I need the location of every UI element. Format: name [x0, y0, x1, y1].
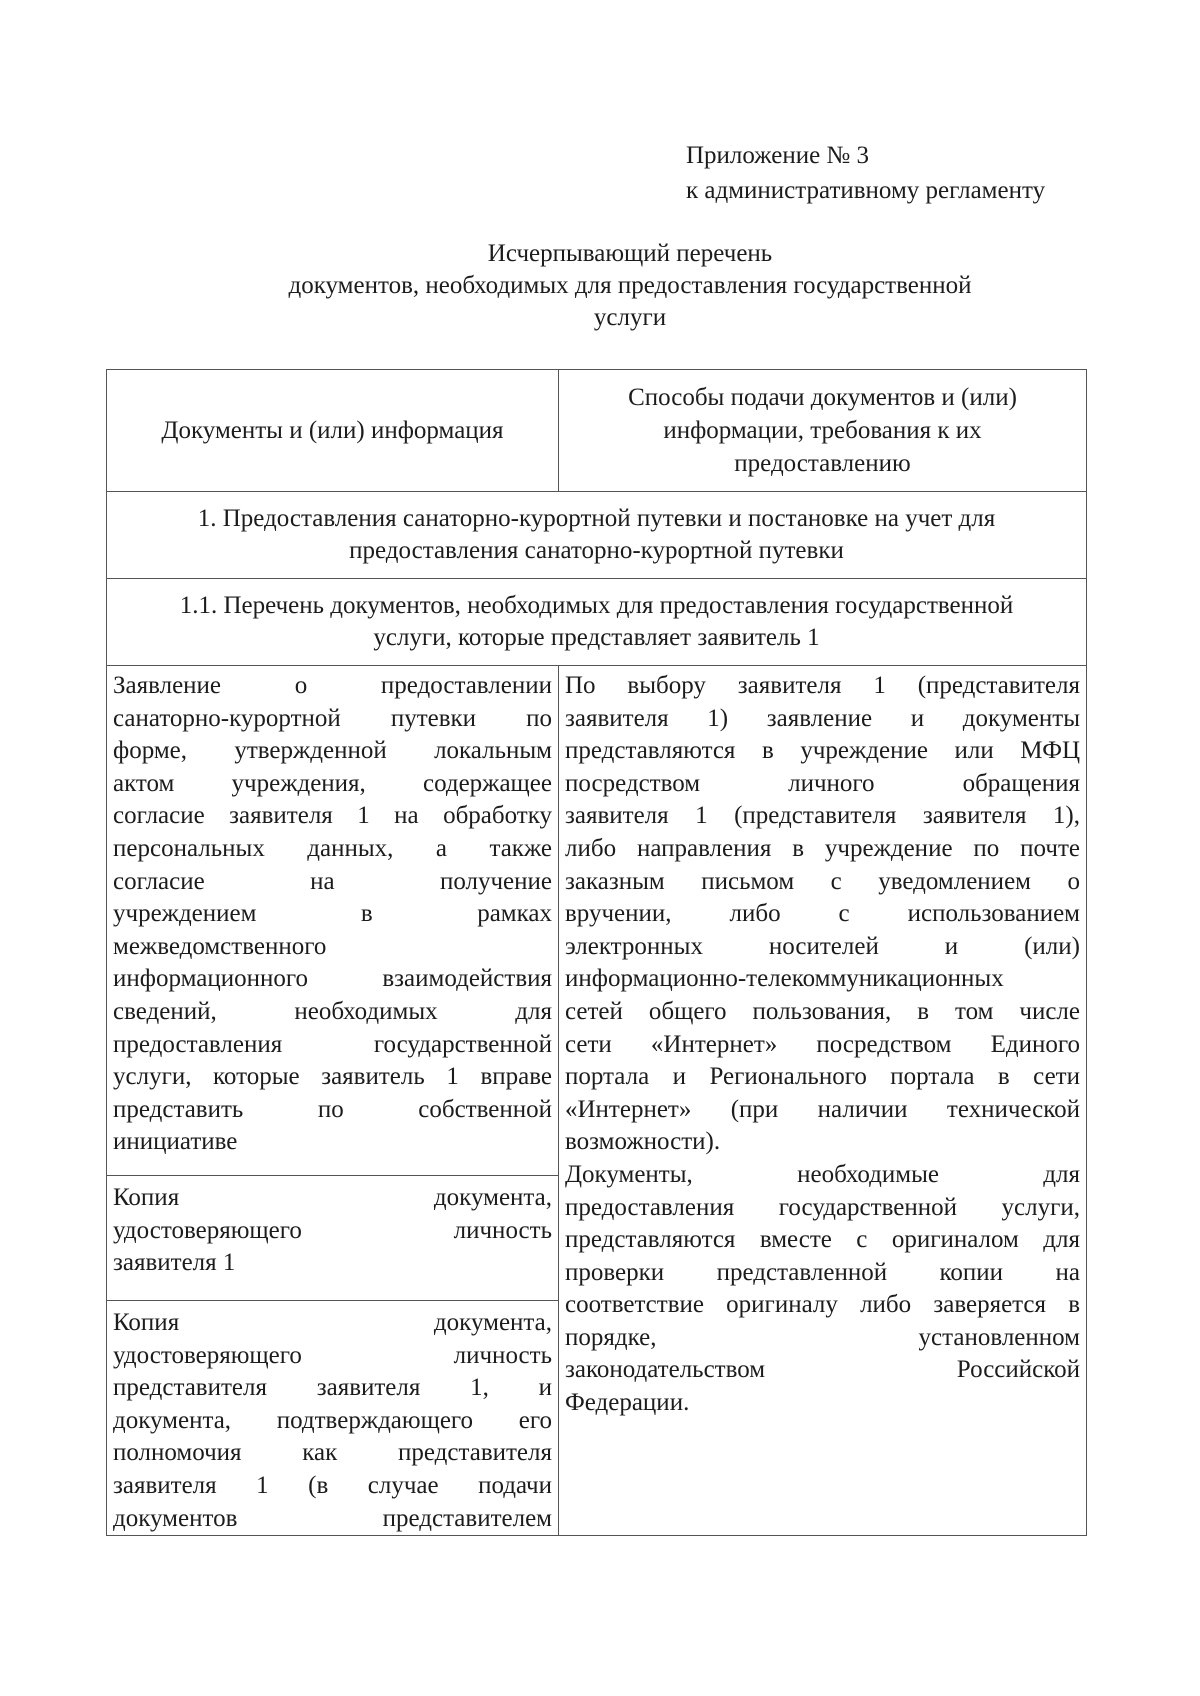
text-line: санаторно-курортной путевки по — [113, 704, 552, 732]
text-line: По выбору заявителя 1 (представителя — [565, 672, 1080, 699]
text-line: форме, утвержденной локальным — [113, 737, 552, 765]
header-documents — [107, 370, 559, 492]
document-title-line-3: услуги — [593, 304, 667, 331]
appendix-number: Приложение № 3 — [686, 142, 870, 169]
section-1-line-1: 1. Предоставления санаторно-курортной путевки и постановке на учет для — [197, 505, 996, 532]
text-line: проверки представленной копии на — [565, 1258, 1080, 1286]
document-title — [210, 238, 1050, 334]
section-1-1-line-1: 1.1. Перечень документов, необходимых для предоставления государственной — [179, 592, 1014, 619]
text-line: документов представителем — [113, 1504, 552, 1532]
text-line: порядке, установленном — [565, 1323, 1080, 1351]
text-line: заявителя 1 (в случае подачи — [113, 1471, 552, 1499]
text-line: информационно-телекоммуникационных — [565, 965, 1004, 993]
table-header-row — [107, 370, 1087, 492]
subsection-row — [107, 579, 1087, 666]
document-title-line-2: документов, необходимых для предоставления государственной — [288, 272, 972, 299]
text-line: представляются в учреждение или МФЦ — [565, 737, 1080, 765]
text-line: заявителя 1 — [113, 1249, 236, 1277]
text-line: заявителя 1) заявление и документы — [565, 704, 1080, 732]
text-line: сведений, необходимых для — [113, 997, 552, 1025]
header-methods-line-2: информации, требования к их — [663, 417, 982, 444]
application-document-cell — [107, 666, 559, 1176]
header-methods-line-3: предоставлению — [734, 450, 911, 477]
section-1-1-line-2: услуги, которые представляет заявитель 1 — [373, 624, 820, 651]
header-documents-label: Документы и (или) информация — [161, 417, 504, 444]
text-line: представить по собственной — [113, 1095, 552, 1123]
text-line: Копия документа, — [113, 1184, 552, 1211]
text-line: сетей общего пользования, в том числе — [565, 997, 1080, 1025]
text-line: актом учреждения, содержащее — [113, 769, 552, 797]
text-line: учреждением в рамках — [113, 900, 552, 928]
section-1-heading — [107, 492, 1087, 579]
text-line: Федерации. — [565, 1389, 690, 1417]
text-line: персональных данных, а также — [113, 834, 552, 862]
text-line: полномочия как представителя — [113, 1439, 552, 1467]
text-line: заказным письмом с уведомлением о — [565, 867, 1080, 895]
table-row — [107, 666, 1087, 1176]
text-line: законодательством Российской — [565, 1356, 1080, 1384]
text-line: Заявление о предоставлении — [113, 672, 552, 699]
text-line: электронных носителей и (или) — [565, 932, 1080, 960]
header-submission-methods — [559, 370, 1087, 492]
text-line: посредством личного обращения — [565, 769, 1080, 797]
text-line: Копия документа, — [113, 1309, 552, 1336]
text-line: вручении, либо с использованием — [565, 900, 1080, 928]
text-line: представляются вместе с оригиналом для — [565, 1226, 1080, 1254]
text-line: документа, подтверждающего его — [113, 1406, 552, 1434]
section-1-line-2: предоставления санаторно-курортной путевки — [349, 537, 844, 564]
text-line: информационного взаимодействия — [113, 965, 552, 993]
text-line: «Интернет» (при наличии технической — [565, 1095, 1080, 1123]
header-methods-line-1: Способы подачи документов и (или) — [628, 384, 1017, 411]
text-line: Документы, необходимые для — [565, 1160, 1080, 1188]
text-line: предоставления государственной — [113, 1030, 552, 1058]
appendix-heading — [686, 138, 1045, 208]
documents-table — [106, 369, 1087, 1536]
appendix-reference: к административному регламенту — [686, 177, 1046, 204]
text-line: услуги, которые заявитель 1 вправе — [113, 1063, 552, 1091]
text-line: заявителя 1 (представителя заявителя 1), — [565, 802, 1080, 830]
identity-document-cell — [107, 1176, 559, 1301]
text-line: инициативе — [113, 1128, 238, 1156]
section-row — [107, 492, 1087, 579]
text-line: либо направления в учреждение по почте — [565, 834, 1080, 862]
text-line: соответствие оригиналу либо заверяется в — [565, 1291, 1080, 1319]
text-line: удостоверяющего личность — [113, 1216, 552, 1244]
representative-document-cell — [107, 1301, 559, 1536]
submission-methods-cell — [559, 666, 1087, 1536]
text-line: предоставления государственной услуги, — [565, 1193, 1080, 1221]
text-line: межведомственного — [113, 932, 327, 960]
text-line: портала и Регионального портала в сети — [565, 1063, 1080, 1091]
text-line: согласие заявителя 1 на обработку — [113, 802, 552, 830]
text-line: представителя заявителя 1, и — [113, 1374, 552, 1402]
text-line: согласие на получение — [113, 867, 552, 895]
document-title-line-1: Исчерпывающий перечень — [487, 240, 773, 267]
text-line: возможности). — [565, 1128, 721, 1156]
section-1-1-heading — [107, 579, 1087, 666]
text-line: удостоверяющего личность — [113, 1341, 552, 1369]
text-line: сети «Интернет» посредством Единого — [565, 1030, 1080, 1058]
